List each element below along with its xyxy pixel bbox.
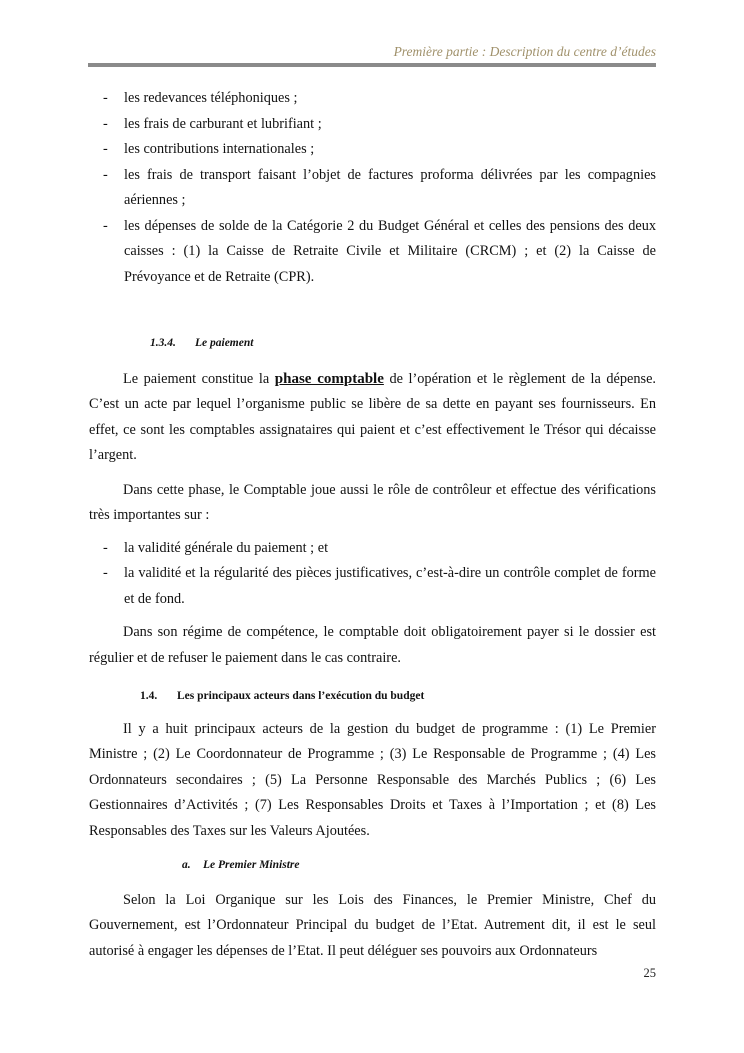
section-number: 1.3.4. (150, 337, 176, 349)
paragraph-acteurs: Il y a huit principaux acteurs de la gestion du budget de programme : (1) Le Premier Ministre ; (2) Le Coordonnateur de Programme ; (3) Le Responsable de Programme ; (4) Les Ordonnateurs secondaires ; (5) La Personne Responsable des Marchés Publics ; (6) Les Gestionnaires d’Activités ; (7) Les Responsables Droits et Taxes à l’Importation ; et (8) Les Responsables des Taxes sur les Valeurs Ajoutées. (89, 720, 656, 839)
paragraph-text: de l’opération et le règlement de la dépense. C’est un acte par lequel l’organisme public se libère de sa dette en payant ses fournisseurs. En effet, ce sont les comptables assignataires qui paient et c’est effectivement le Trésor qui décaisse l’argent. (89, 370, 657, 463)
header-rule (88, 63, 656, 67)
list-item: - la validité et la régularité des pièces justificatives, c’est-à-dire un contrôle complet de forme et de fond. (89, 561, 656, 612)
page-number: 25 (643, 966, 656, 980)
list-item: - les frais de transport faisant l’objet de factures proforma délivrées par les compagnies aériennes ; (89, 163, 656, 214)
emphasis-phase-comptable: phase comptable (274, 370, 384, 387)
expense-list (89, 86, 656, 290)
section-number: 1.4. (140, 690, 158, 702)
list-item: - la validité générale du paiement ; et (89, 536, 656, 562)
list-item: - les dépenses de solde de la Catégorie 2 du Budget Général et celles des pensions des deux caisses : (1) la Caisse de Retraite Civile et Militaire (CRCM) ; et (2) la Caisse de Prévoyance et de Retraite (CPR). (89, 214, 656, 291)
list-item: - les contributions internationales ; (89, 137, 656, 163)
list-item: - les frais de carburant et lubrifiant ; (89, 112, 656, 138)
section-title: Le paiement (195, 337, 254, 349)
list-item: - les redevances téléphoniques ; (89, 86, 656, 112)
paragraph-premier-ministre: Selon la Loi Organique sur les Lois des Finances, le Premier Ministre, Chef du Gouvernement, est l’Ordonnateur Principal du budget de l’Etat. Autrement dit, il est le seul autorisé à engager les dépenses de l’Etat. Il peut déléguer ses pouvoirs aux Ordonnateurs (89, 891, 656, 959)
section-number: a. (182, 859, 191, 871)
paragraph-verifications: Dans cette phase, le Comptable joue aussi le rôle de contrôleur et effectue des vérifications très importantes sur : (89, 481, 656, 523)
running-header: Première partie : Description du centre d’études (393, 44, 656, 59)
section-title: Le Premier Ministre (203, 859, 300, 871)
verification-list (89, 536, 656, 613)
paragraph-paiement-intro (89, 367, 656, 469)
section-title: Les principaux acteurs dans l’exécution du budget (177, 690, 425, 702)
section-heading-acteurs (140, 684, 656, 710)
paragraph-text: Le paiement constitue la (123, 370, 275, 387)
page-body (89, 86, 656, 964)
section-heading-paiement (150, 331, 656, 357)
paragraph-regime: Dans son régime de compétence, le comptable doit obligatoirement payer si le dossier est régulier et de refuser le paiement dans le cas contraire. (89, 624, 656, 666)
section-heading-premier-ministre (182, 853, 656, 879)
